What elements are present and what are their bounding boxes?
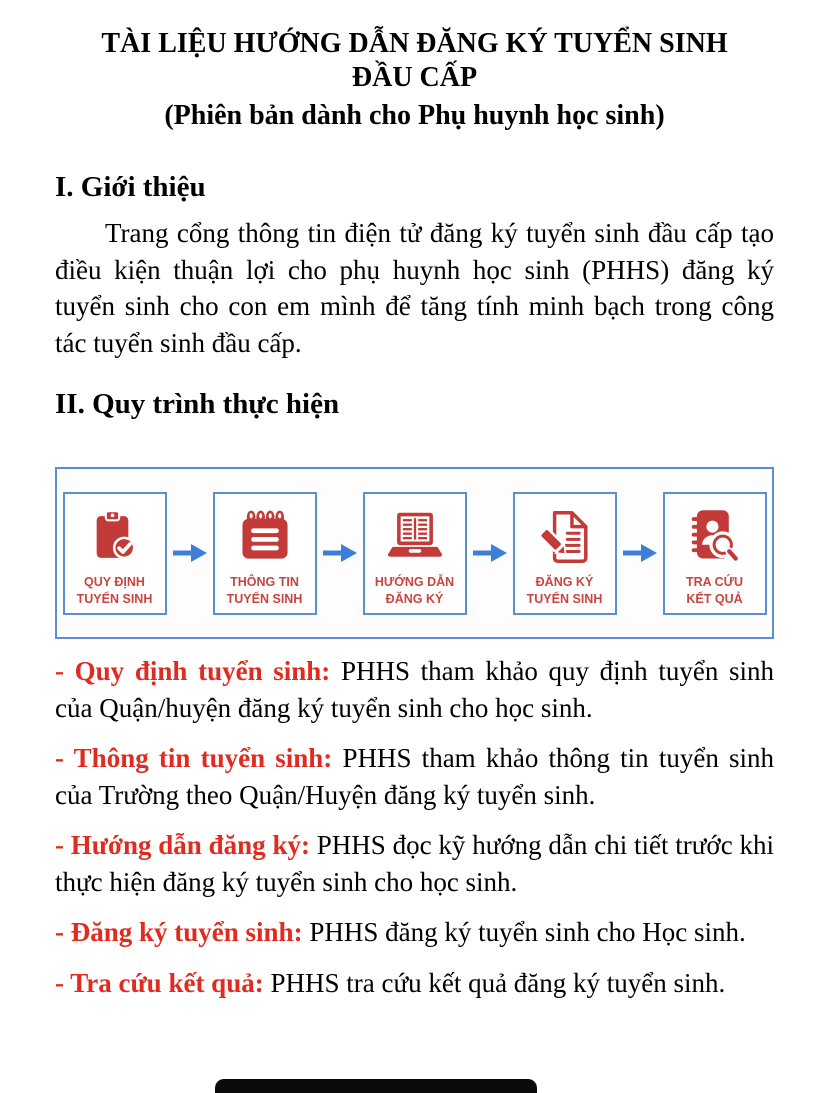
arrow-right-icon bbox=[623, 542, 657, 564]
bullet-tra-cuu bbox=[55, 965, 774, 1002]
step-label-line: ĐĂNG KÝ bbox=[535, 574, 594, 589]
notepad-icon bbox=[239, 505, 291, 569]
document-title bbox=[55, 27, 774, 133]
cropped-image-top-edge bbox=[215, 1079, 537, 1093]
bullet-lead: - Hướng dẫn đăng ký: bbox=[55, 830, 310, 860]
step-label-line: QUY ĐỊNH bbox=[84, 574, 145, 589]
step-label-line: TUYỂN SINH bbox=[526, 591, 603, 606]
bullet-text: PHHS tham khảo quy định tuyển sinh của Quận/huyện đăng ký tuyển sinh cho học sinh. bbox=[55, 656, 774, 723]
bullet-text: PHHS tham khảo thông tin tuyển sinh của Trường theo Quận/Huyện đăng ký tuyển sinh. bbox=[55, 743, 775, 810]
bullet-lead: - Thông tin tuyển sinh: bbox=[55, 743, 333, 773]
bullet-lead: - Quy định tuyển sinh: bbox=[55, 656, 331, 686]
bullet-huong-dan bbox=[55, 827, 774, 900]
process-step-5 bbox=[663, 492, 767, 615]
step-label-line: TUYỂN SINH bbox=[226, 591, 303, 606]
title-line-2: ĐẦU CẤP bbox=[351, 62, 478, 93]
step-label-line: HƯỚNG DẪN bbox=[374, 574, 455, 589]
process-step-1 bbox=[63, 492, 167, 615]
bullet-lead: - Tra cứu kết quả: bbox=[55, 967, 264, 998]
title-line-1: TÀI LIỆU HƯỚNG DẪN ĐĂNG KÝ TUYỂN SINH bbox=[101, 28, 728, 59]
document-subtitle: (Phiên bản dành cho Phụ huynh học sinh) bbox=[164, 100, 665, 131]
process-step-2 bbox=[213, 492, 317, 615]
arrow-right-icon bbox=[173, 542, 207, 564]
process-step-3 bbox=[363, 492, 467, 615]
step-label-line: TUYỂN SINH bbox=[76, 591, 153, 606]
bullet-dang-ky bbox=[55, 914, 774, 951]
section-heading-process: II. Quy trình thực hiện bbox=[55, 388, 340, 420]
bullet-lead: - Đăng ký tuyển sinh: bbox=[55, 917, 303, 947]
arrow-right-icon bbox=[473, 542, 507, 564]
process-step-4 bbox=[513, 492, 617, 615]
section-heading-intro: I. Giới thiệu bbox=[55, 171, 206, 203]
step-label-line: TRA CỨU bbox=[685, 574, 744, 589]
step-label-line: THÔNG TIN bbox=[230, 574, 299, 589]
bullet-text: PHHS đọc kỹ hướng dẫn chi tiết trước khi thực hiện đăng ký tuyển sinh cho học sinh. bbox=[55, 830, 775, 897]
intro-paragraph: Trang cổng thông tin điện tử đăng ký tuyển sinh đầu cấp tạo điều kiện thuận lợi cho phụ huynh học sinh (PHHS) đăng ký tuyển sinh cho con em mình để tăng tính minh bạch trong công tác tuyển sinh đầu cấp. bbox=[55, 218, 774, 358]
bullet-text: PHHS tra cứu kết quả đăng ký tuyển sinh. bbox=[270, 967, 726, 998]
document-edit-icon bbox=[539, 505, 591, 569]
bullet-thong-tin bbox=[55, 740, 774, 813]
clipboard-check-icon bbox=[90, 505, 140, 569]
laptop-guide-icon bbox=[386, 505, 444, 569]
record-search-icon bbox=[690, 505, 740, 569]
step-label-line: ĐĂNG KÝ bbox=[385, 591, 444, 606]
arrow-right-icon bbox=[323, 542, 357, 564]
bullet-text: PHHS đăng ký tuyển sinh cho Học sinh. bbox=[309, 917, 746, 947]
step-label-line: KẾT QUẢ bbox=[686, 591, 743, 606]
bullet-quy-dinh bbox=[55, 653, 774, 726]
process-diagram bbox=[55, 467, 774, 639]
